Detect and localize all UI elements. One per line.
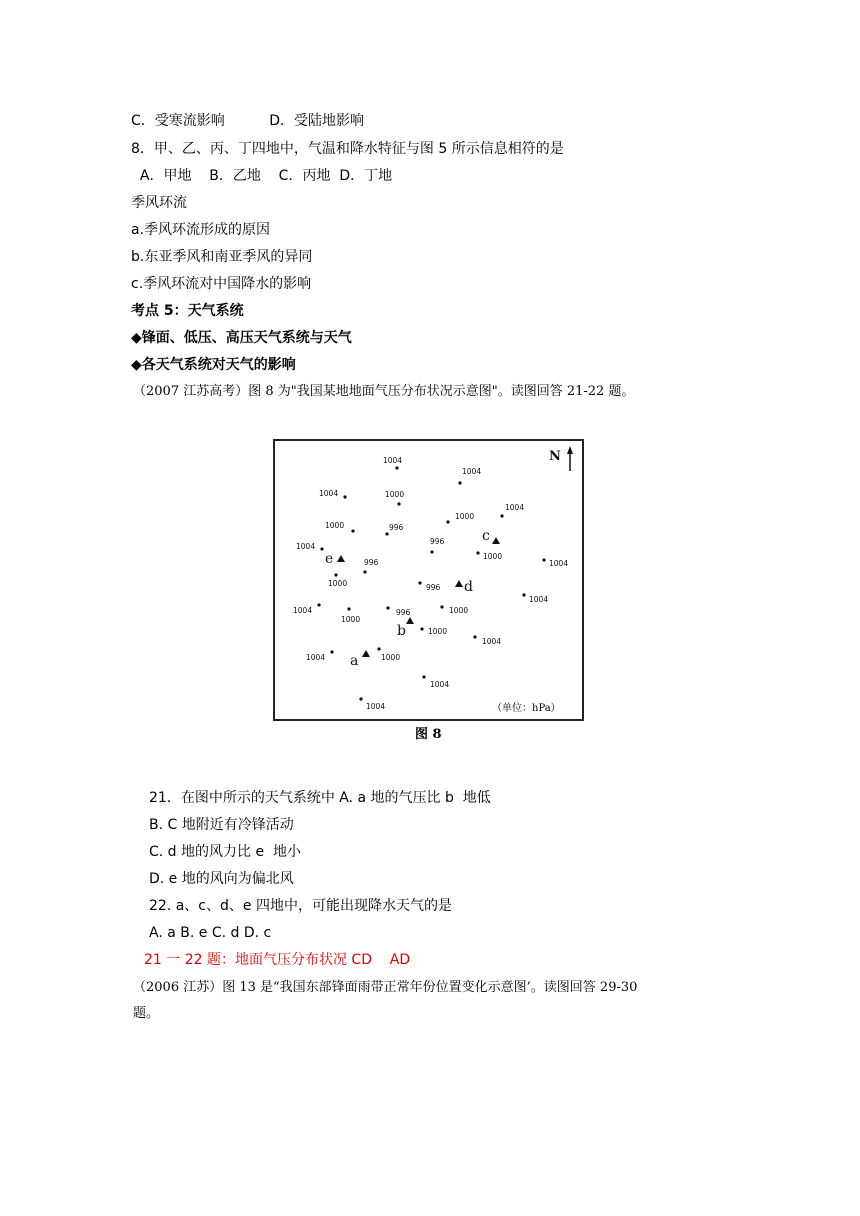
pressure-label: 1004 xyxy=(462,467,482,476)
question-8-options: A．甲地 B．乙地 C．丙地 D．丁地 xyxy=(131,168,393,184)
question-intro-2007: （2007 江苏高考）图 8 为"我国某地地面气压分布状况示意图"。读图回答 21-22 题。 xyxy=(133,384,635,399)
pressure-map-figure xyxy=(270,436,590,746)
pressure-label: 1000 xyxy=(455,512,475,521)
pressure-points xyxy=(293,456,568,711)
pressure-label: 1004 xyxy=(430,680,450,689)
pressure-label: 1000 xyxy=(381,653,401,662)
unit-label: （单位：hPa） xyxy=(492,703,561,714)
pressure-label: 996 xyxy=(364,558,379,567)
pressure-label: 1004 xyxy=(549,559,569,568)
pressure-label: 1004 xyxy=(366,702,386,711)
bullet-1: ◆锋面、低压、高压天气系统与天气 xyxy=(131,330,352,346)
figure-caption: 图 8 xyxy=(415,727,442,742)
pressure-label: 1000 xyxy=(328,579,348,588)
question-8: 8．甲、乙、丙、丁四地中，气温和降水特征与图 5 所示信息相符的是 xyxy=(131,141,564,157)
question-22-options: A. a B. e C. d D. c xyxy=(149,925,272,941)
station-c-label: c xyxy=(482,528,490,544)
question-21-option-c: C. d 地的风力比 e 地小 xyxy=(149,844,301,860)
north-arrow xyxy=(549,446,573,471)
pressure-label: 1000 xyxy=(341,615,361,624)
answer-line: 21 一 22 题：地面气压分布状况 CD AD xyxy=(144,952,411,968)
pressure-label: 996 xyxy=(430,537,445,546)
topic-monsoon: 季风环流 xyxy=(131,195,187,211)
station-b-label: b xyxy=(397,623,406,639)
section-heading: 考点 5：天气系统 xyxy=(131,303,244,319)
pressure-label: 1004 xyxy=(383,456,403,465)
monsoon-item-b: b.东亚季风和南亚季风的异同 xyxy=(131,249,313,265)
option-c-d: C．受寒流影响 D．受陆地影响 xyxy=(131,113,365,129)
question-intro-2006-cont: 题。 xyxy=(133,1006,160,1021)
question-22: 22. a、c、d、e 四地中，可能出现降水天气的是 xyxy=(149,898,452,914)
monsoon-item-a: a.季风环流形成的原因 xyxy=(131,222,271,238)
question-21-option-d: D. e 地的风向为偏北风 xyxy=(149,871,294,887)
question-intro-2006: （2006 江苏）图 13 是“我国东部锋面雨带正常年份位置变化示意图’。读图回答 29-30 xyxy=(133,980,638,995)
pressure-label: 1004 xyxy=(505,503,525,512)
monsoon-item-c: c.季风环流对中国降水的影响 xyxy=(131,276,312,292)
question-21-option-b: B. C 地附近有冷锋活动 xyxy=(149,817,294,833)
station-e-label: e xyxy=(325,551,334,567)
pressure-label: 996 xyxy=(396,608,411,617)
map-frame xyxy=(274,440,583,720)
pressure-label: 1004 xyxy=(293,606,313,615)
pressure-label: 1004 xyxy=(296,542,316,551)
pressure-label: 1004 xyxy=(482,637,502,646)
pressure-label: 1000 xyxy=(449,606,469,615)
question-21: 21．在图中所示的天气系统中 A. a 地的气压比 b 地低 xyxy=(149,790,491,806)
bullet-2: ◆各天气系统对天气的影响 xyxy=(131,357,296,373)
pressure-label: 1000 xyxy=(325,521,345,530)
north-label: N xyxy=(549,449,561,464)
pressure-label: 1000 xyxy=(428,627,448,636)
pressure-label: 1004 xyxy=(529,595,549,604)
station-a-label: a xyxy=(350,653,359,669)
station-d-label: d xyxy=(464,579,473,595)
pressure-label: 996 xyxy=(389,523,404,532)
pressure-label: 996 xyxy=(426,583,441,592)
pressure-label: 1004 xyxy=(306,653,326,662)
station-markers xyxy=(325,528,503,669)
pressure-label: 1000 xyxy=(483,552,503,561)
pressure-label: 1000 xyxy=(385,490,405,499)
pressure-label: 1004 xyxy=(319,489,339,498)
